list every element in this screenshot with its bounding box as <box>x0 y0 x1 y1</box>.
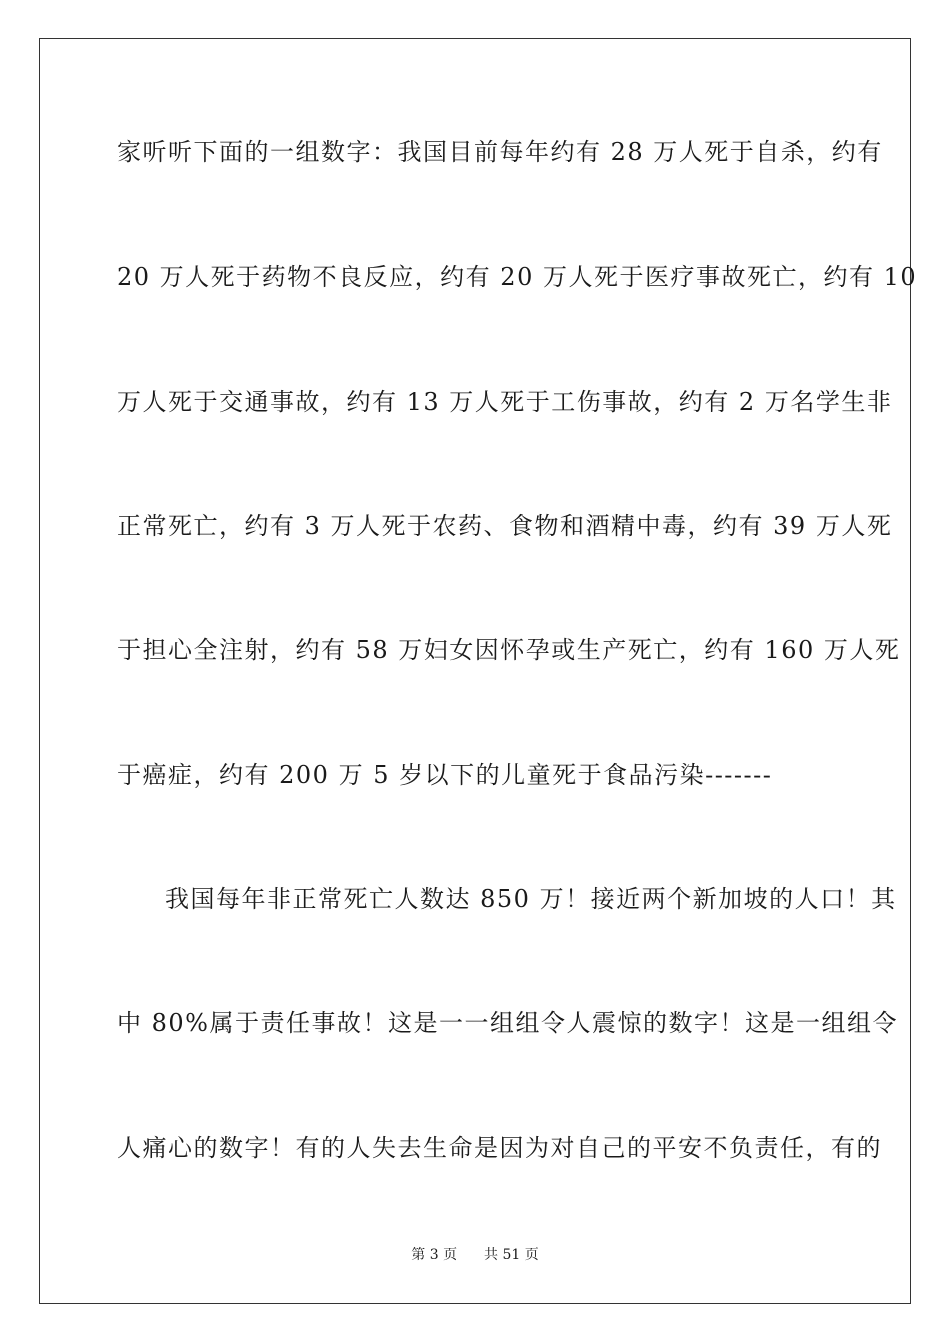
text-line-6: 于癌症，约有 200 万 5 岁以下的儿童死于食品污染------- <box>117 761 773 789</box>
paragraph-2-line-1: 我国每年非正常死亡人数达 850 万！接近两个新加坡的人口！其 <box>165 885 897 913</box>
text-line-1: 家听听下面的一组数字：我国目前每年约有 28 万人死于自杀，约有 <box>117 138 883 166</box>
page-number: 第 3 页 <box>411 1247 458 1263</box>
text-line-2: 20 万人死于药物不良反应，约有 20 万人死于医疗事故死亡，约有 10 <box>117 263 918 291</box>
page-footer <box>0 1246 950 1264</box>
paragraph-2-line-3: 人痛心的数字！有的人失去生命是因为对自己的平安不负责任，有的 <box>117 1134 882 1162</box>
text-line-4: 正常死亡，约有 3 万人死于农药、食物和酒精中毒，约有 39 万人死 <box>117 512 893 540</box>
text-line-5: 于担心全注射，约有 58 万妇女因怀孕或生产死亡，约有 160 万人死 <box>117 636 901 664</box>
text-line-3: 万人死于交通事故，约有 13 万人死于工伤事故，约有 2 万名学生非 <box>117 388 893 416</box>
paragraph-2-line-2: 中 80%属于责任事故！这是一一组组令人震惊的数字！这是一组组令 <box>117 1009 898 1037</box>
page-border <box>39 38 918 1304</box>
total-pages: 共 51 页 <box>484 1247 539 1263</box>
